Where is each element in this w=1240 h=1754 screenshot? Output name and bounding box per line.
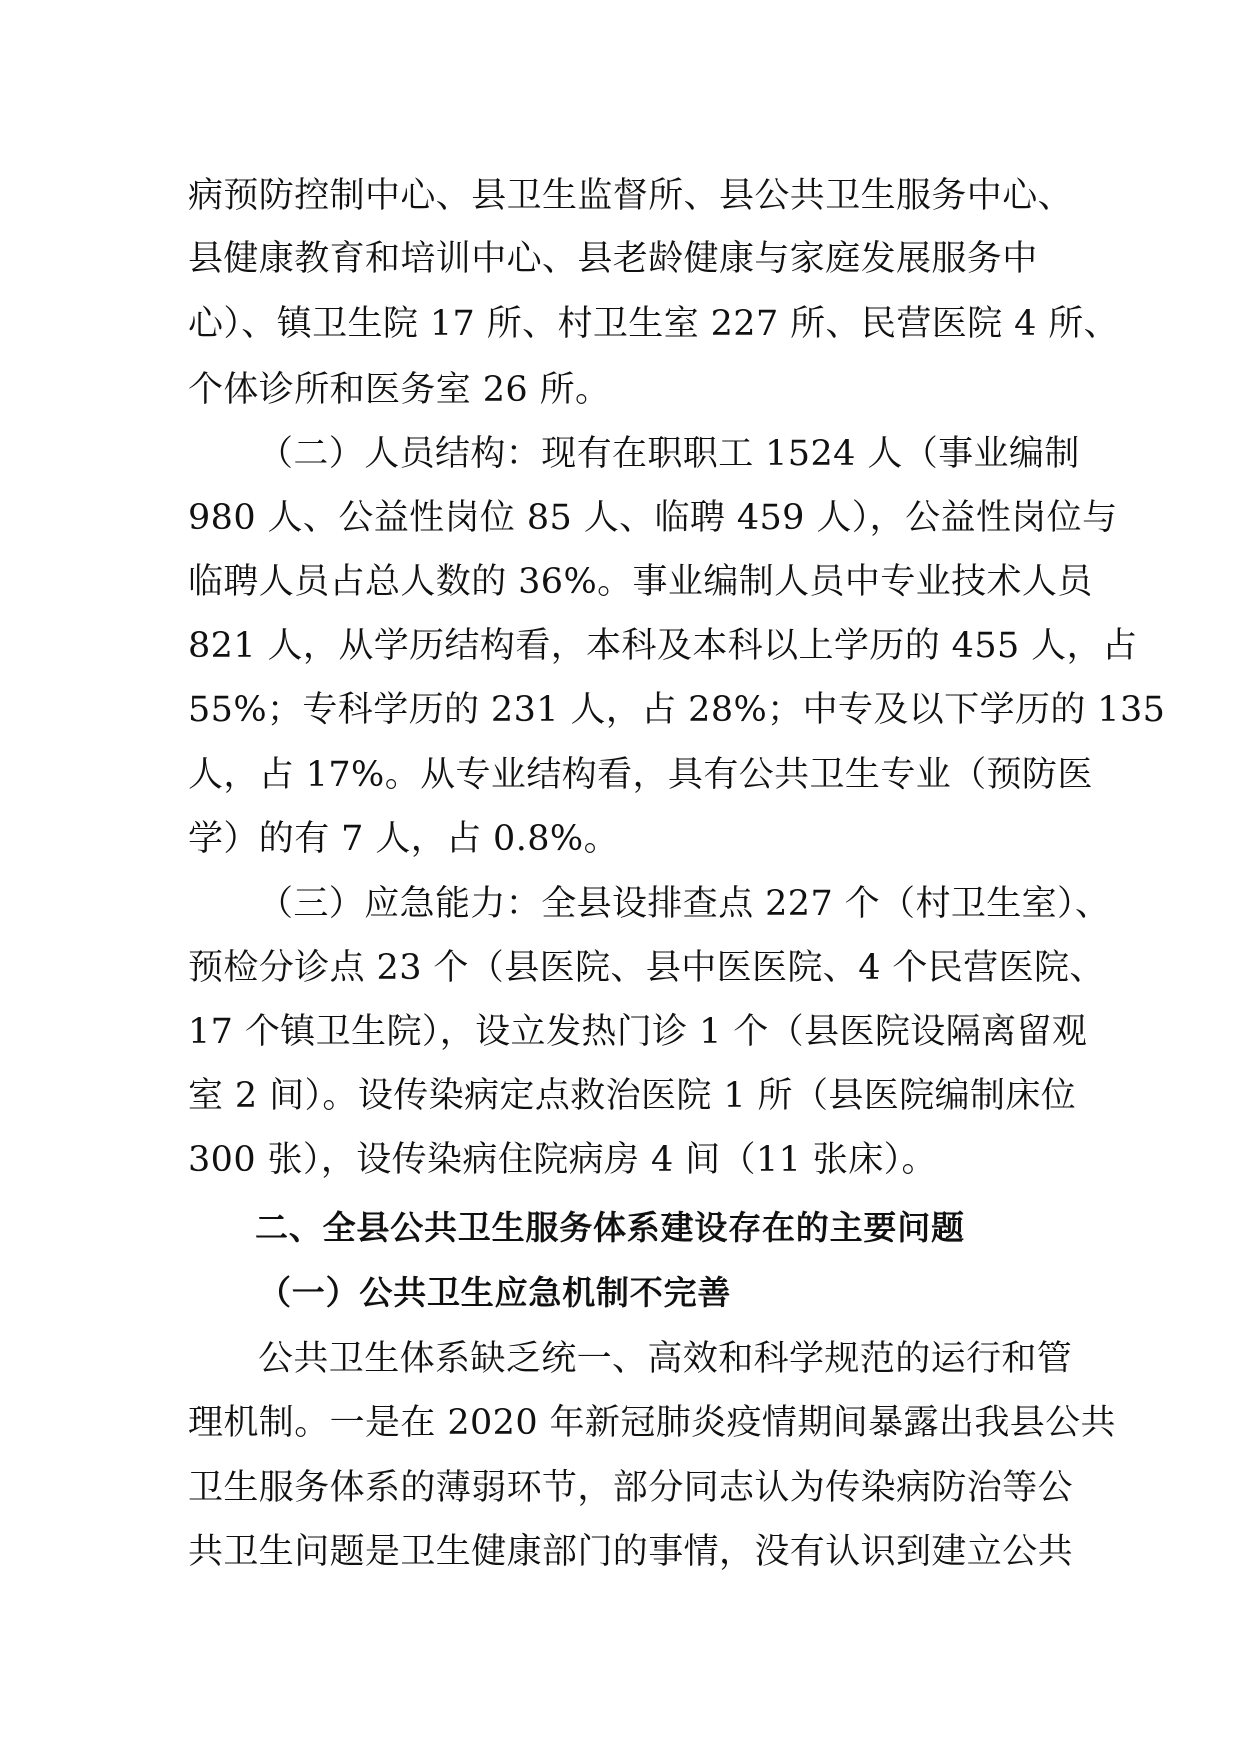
heading-level-2: （一）公共卫生应急机制不完善 <box>258 1273 732 1312</box>
section-3-first-line: （三）应急能力：全县设排查点 227 个（村卫生室）、 <box>258 884 1111 924</box>
paragraph-line: 个体诊所和医务室 26 所。 <box>188 370 611 410</box>
paragraph-line: 预检分诊点 23 个（县医院、县中医医院、4 个民营医院、 <box>188 948 1105 988</box>
paragraph-line: 17 个镇卫生院），设立发热门诊 1 个（县医院设隔离留观 <box>188 1012 1088 1052</box>
paragraph-line: 病预防控制中心、县卫生监督所、县公共卫生服务中心、 <box>188 176 1074 216</box>
paragraph-line: 临聘人员占总人数的 36%。事业编制人员中专业技术人员 <box>188 562 1093 602</box>
paragraph-line: 980 人、公益性岗位 85 人、临聘 459 人），公益性岗位与 <box>188 498 1118 538</box>
paragraph-line: 人，占 17%。从专业结构看，具有公共卫生专业（预防医 <box>188 755 1093 795</box>
paragraph-line: 55%；专科学历的 231 人，占 28%；中专及以下学历的 135 <box>188 690 1166 730</box>
paragraph-line: 卫生服务体系的薄弱环节，部分同志认为传染病防治等公 <box>188 1468 1074 1508</box>
paragraph-line: 学）的有 7 人，占 0.8%。 <box>188 819 619 859</box>
paragraph-line: 心）、镇卫生院 17 所、村卫生室 227 所、民营医院 4 所、 <box>188 304 1120 344</box>
paragraph-line: 821 人，从学历结构看，本科及本科以上学历的 455 人，占 <box>188 626 1138 666</box>
paragraph-first-line: 公共卫生体系缺乏统一、高效和科学规范的运行和管 <box>258 1339 1073 1379</box>
section-2-first-line: （二）人员结构：现有在职职工 1524 人（事业编制 <box>258 434 1080 474</box>
heading-level-1: 二、全县公共卫生服务体系建设存在的主要问题 <box>255 1208 965 1247</box>
paragraph-line: 县健康教育和培训中心、县老龄健康与家庭发展服务中 <box>188 239 1038 279</box>
paragraph-line: 300 张），设传染病住院病房 4 间（11 张床）。 <box>188 1140 937 1180</box>
paragraph-line: 共卫生问题是卫生健康部门的事情，没有认识到建立公共 <box>188 1532 1074 1572</box>
paragraph-line: 室 2 间）。设传染病定点救治医院 1 所（县医院编制床位 <box>188 1076 1077 1116</box>
paragraph-line: 理机制。一是在 2020 年新冠肺炎疫情期间暴露出我县公共 <box>188 1403 1116 1443</box>
